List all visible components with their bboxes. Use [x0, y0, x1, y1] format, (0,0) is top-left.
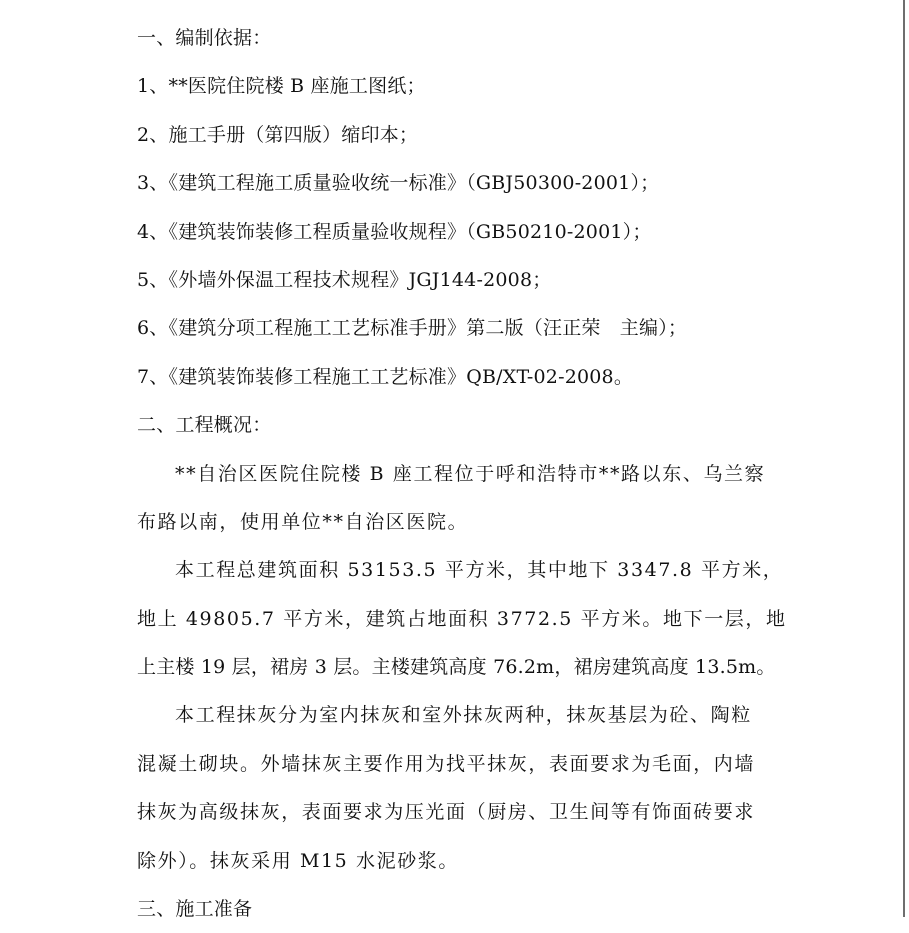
- overview-paragraph-3-line-1: 本工程抹灰分为室内抹灰和室外抹灰两种，抹灰基层为砼、陶粒: [175, 704, 752, 727]
- overview-paragraph-1-line-1: **自治区医院住院楼 B 座工程位于呼和浩特市**路以东、乌兰察: [175, 462, 766, 485]
- section-heading-basis: 一、编制依据：: [137, 27, 272, 49]
- overview-paragraph-3-line-3: 抹灰为高级抹灰，表面要求为压光面（厨房、卫生间等有饰面砖要求: [137, 801, 756, 824]
- overview-paragraph-3-line-4: 除外）。抹灰采用 M15 水泥砂浆。: [137, 849, 460, 872]
- reference-item-2: 2、施工手册（第四版）缩印本；: [137, 123, 419, 146]
- section-heading-overview: 二、工程概况：: [137, 414, 272, 437]
- overview-paragraph-3-line-2: 混凝土砌块。外墙抹灰主要作用为找平抹灰，表面要求为毛面，内墙: [137, 752, 756, 775]
- overview-paragraph-1-line-2: 布路以南，使用单位**自治区医院。: [137, 510, 469, 533]
- document-body: [137, 14, 787, 933]
- overview-paragraph-2-line-3: 上主楼 19 层，裙房 3 层。主楼建筑高度 76.2m，裙房建筑高度 13.5m。: [137, 656, 776, 679]
- reference-item-6: 6、《建筑分项工程施工工艺标准手册》第二版（汪正荣 主编）；: [137, 317, 688, 340]
- reference-item-5: 5、《外墙外保温工程技术规程》JGJ144-2008；: [137, 268, 552, 291]
- section-heading-preparation: 三、施工准备: [137, 898, 253, 921]
- overview-paragraph-2-line-2: 地上 49805.7 平方米，建筑占地面积 3772.5 平方米。地下一层，地: [137, 607, 787, 630]
- overview-paragraph-2-line-1: 本工程总建筑面积 53153.5 平方米，其中地下 3347.8 平方米，: [175, 559, 784, 582]
- reference-item-7: 7、《建筑装饰装修工程施工工艺标准》QB/XT-02-2008。: [137, 365, 634, 388]
- reference-item-3: 3、《建筑工程施工质量验收统一标准》（GBJ50300-2001）；: [137, 172, 660, 195]
- reference-item-1: 1、**医院住院楼 B 座施工图纸；: [137, 75, 426, 98]
- reference-item-4: 4、《建筑装饰装修工程质量验收规程》（GB50210-2001）；: [137, 220, 652, 243]
